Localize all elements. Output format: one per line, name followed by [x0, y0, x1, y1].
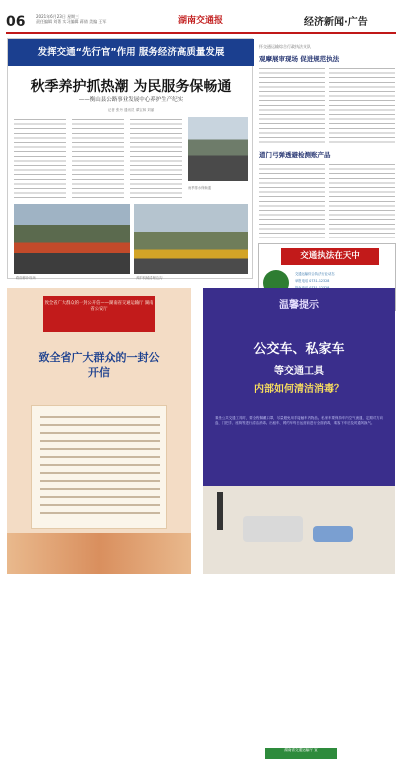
letter-body [31, 405, 167, 529]
ad-title: 交通执法在天中 [281, 248, 379, 265]
page-header [0, 0, 402, 38]
article-text [259, 66, 325, 146]
article-text [259, 162, 325, 238]
construction-photo-1 [14, 204, 130, 274]
ad-line: 举报电话 0731-12328 [295, 279, 330, 283]
people-illustration [7, 533, 191, 574]
right-column [259, 38, 396, 283]
story-text-col-1 [14, 117, 66, 199]
photo-caption: 路面修补现场 [16, 276, 36, 280]
article-text [329, 66, 395, 146]
story-subheadline: ——衡山县公路事业发展中心养护生产纪实 [78, 97, 184, 103]
article-text [329, 162, 395, 238]
traffic-light-icon [217, 492, 223, 530]
ad-headline: 致全省广大群众的一封公开信 [38, 351, 160, 379]
section-title: 经济新闻·广告 [304, 17, 368, 28]
car-icon [313, 526, 353, 542]
article-title: 观摩展审现场 促进规范执法 [259, 55, 340, 63]
public-letter-ad [7, 288, 191, 574]
issue-date: 2021年6月23日 星期三 [36, 14, 80, 19]
ad-tag: 温馨提示 [279, 300, 319, 311]
ad-footer: 湖南省交通运输厅 宣 [265, 748, 337, 759]
issue-editors: 责任编辑 刘菁 实习编辑 蒋倩 美编 王军 [36, 19, 107, 24]
story-headline: 秋季养护抓热潮 为民服务保畅通 [30, 79, 232, 95]
lead-story [7, 38, 253, 279]
ad-line: 交通运输综合执法行业动态 [295, 272, 335, 276]
bus-icon [243, 516, 303, 542]
road-workers-photo [188, 117, 248, 181]
story-text-col-2 [72, 117, 124, 199]
article-title: 道门弓弹透避检测账产品 [259, 151, 331, 159]
story-text-col-3 [130, 117, 182, 199]
ad-top-banner: 致全省广大群众的一封公开信——湖南省交通运输厅 湖南省公安厅 [43, 296, 155, 332]
header-rule [6, 32, 396, 34]
cleaning-tips-ad [203, 288, 395, 752]
ad-headline-3: 内部如何清洁消毒？ [254, 384, 344, 395]
photo-caption: 雨季排水保畅通 [188, 186, 212, 190]
page-number: 06 [6, 14, 26, 30]
construction-photo-2 [134, 204, 248, 274]
ad-headline-1: 公交车、私家车 [253, 342, 345, 357]
article-kicker: 怀交通运输综合行政执法支队 [259, 44, 311, 49]
ad-body-text: 乘坐公共交通工具时，要全程佩戴口罩，尽量避免用手接触车内物品。私家车要保持车内空气流通，定期对方向盘、门把手、座椅等进行清洁消毒。出租车、网约车每日运营前进行全面消毒，乘客下车后及时通风换气。 [215, 416, 383, 425]
ad-headline-2: 等交通工具 [274, 366, 324, 377]
story-byline: 记者 张丹 通讯员 谭宝林 刘丽 [107, 108, 155, 112]
photo-caption: 养护机械清理边沟 [136, 276, 163, 280]
street-scene-illustration [203, 486, 395, 752]
story-banner: 发挥交通“先行官”作用 服务经济高质量发展 [8, 39, 254, 66]
masthead-logo: 湖南交通报 [178, 16, 224, 26]
issue-meta [36, 14, 106, 24]
